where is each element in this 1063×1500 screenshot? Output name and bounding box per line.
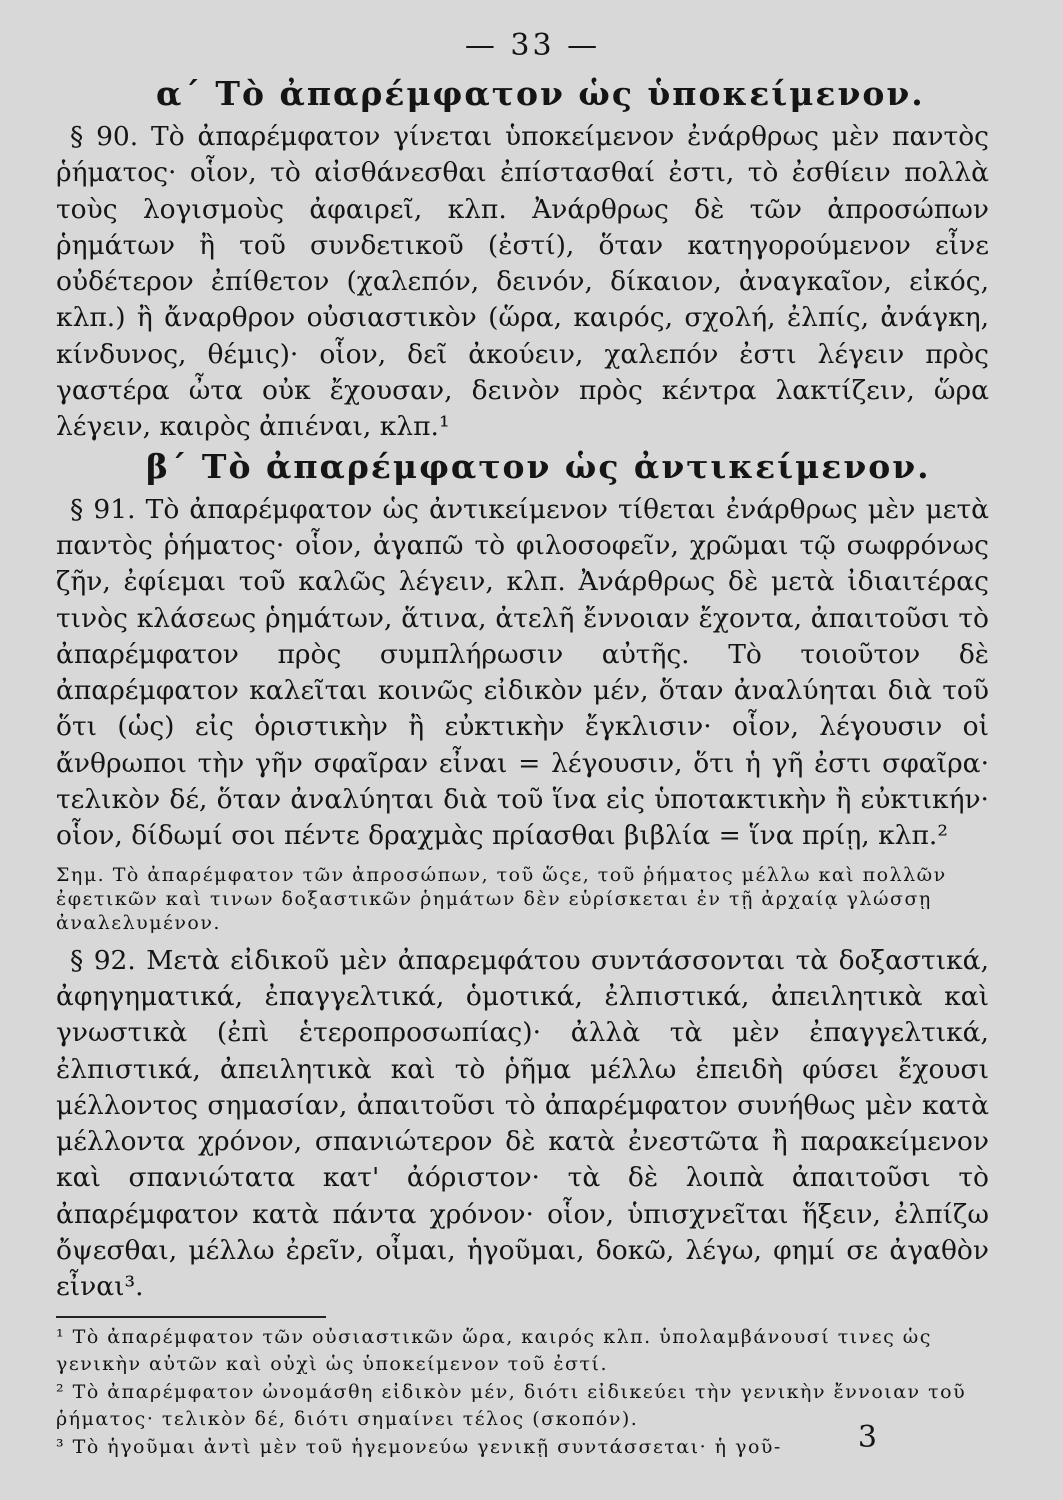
signature-mark: 3 bbox=[857, 1420, 877, 1455]
footnote-3: ³ Τὸ ἡγοῦμαι ἀντὶ μὲν τοῦ ἡγεμονεύω γενικῇ συντάσσεται· ἡ γοῦ- bbox=[56, 1435, 782, 1458]
page-number: — 33 — bbox=[464, 28, 601, 63]
section-heading-object: β΄ Τὸ ἀπαρέμφατον ὡς ἀντικείμενον. bbox=[146, 446, 931, 486]
paragraph-91: § 91. Τὸ ἀπαρέμφατον ὡς ἀντικείμενον τίθεται ἐνάρθρως μὲν μετὰ παντὸς ῥήματος· οἷον, ἀγαπῶ τὸ φιλοσοφεῖν, χρῶμαι τῷ σωφρόνως ζῆν, ἐφίεμαι τοῦ καλῶς λέγειν, κλπ. Ἀνάρθρως δὲ μετὰ ἰδιαιτέρας τινὸς κλάσεως ῥημάτων, ἅτινα, ἀτελῆ ἔννοιαν ἔχοντα, ἀπαιτοῦσι τὸ ἀπαρέμφατον πρὸς συμπλήρωσιν αὐτῆς. Τὸ τοιοῦτον δὲ ἀπαρέμφατον καλεῖται κοινῶς εἰδικὸν μέν, ὅταν ἀναλύηται διὰ τοῦ ὅτι (ὡς) εἰς ὁριστικὴν ἢ εὐκτικὴν ἔγκλισιν· οἷον, λέγουσιν οἱ ἄνθρωποι τὴν γῆν σφαῖραν εἶναι = λέγουσιν, ὅτι ἡ γῆ ἐστι σφαῖρα· τελικὸν δέ, ὅταν ἀναλύηται διὰ τοῦ ἵνα εἰς ὑποτακτικὴν ἢ εὐκτικήν· οἷον, δίδωμί σοι πέντε δραχμὰς πρίασθαι βιβλία = ἵνα πρίῃ, κλπ.² bbox=[56, 493, 989, 852]
footnote-1: ¹ Τὸ ἀπαρέμφατον τῶν οὐσιαστικῶν ὥρα, καιρός κλπ. ὑπολαμβάνουσί τινες ὡς γενικὴν αὐτῶν καὶ οὐχὶ ὡς ὑποκείμενον τοῦ ἐστί. bbox=[56, 1325, 932, 1376]
remark-note: Σημ. Τὸ ἀπαρέμφατον τῶν ἀπροσώπων, τοῦ ὥςε, τοῦ ῥήματος μέλλω καὶ πολλῶν ἐφετικῶν καὶ τινων δοξαστικῶν ῥημάτων δὲν εὑρίσκεται ἐν τῇ ἀρχαίᾳ γλώσσῃ ἀναλελυμένον. bbox=[56, 863, 947, 934]
footnote-rule bbox=[56, 1316, 326, 1318]
paragraph-90: § 90. Τὸ ἀπαρέμφατον γίνεται ὑποκείμενον ἐνάρθρως μὲν παντὸς ῥήματος· οἷον, τὸ αἰσθάνεσθαι ἐπίστασθαί ἐστι, τὸ ἐσθίειν πολλὰ τοὺς λογισμοὺς ἀφαιρεῖ, κλπ. Ἀνάρθρως δὲ τῶν ἀπροσώπων ῥημάτων ἢ τοῦ συνδετικοῦ (ἐστί), ὅταν κατηγορούμενον εἶνε οὐδέτερον ἐπίθετον (χαλεπόν, δεινόν, δίκαιον, ἀναγκαῖον, εἰκός, κλπ.) ἢ ἄναρθρον οὐσιαστικὸν (ὥρα, καιρός, σχολή, ἐλπίς, ἀνάγκη, κίνδυνος, θέμις)· οἷον, δεῖ ἀκούειν, χαλεπόν ἐστι λέγειν πρὸς γαστέρα ὦτα οὐκ ἔχουσαν, δεινὸν πρὸς κέντρα λακτίζειν, ὥρα λέγειν, καιρὸς ἀπιέναι, κλπ.¹ bbox=[56, 121, 989, 443]
paragraph-92: § 92. Μετὰ εἰδικοῦ μὲν ἀπαρεμφάτου συντάσσονται τὰ δοξαστικά, ἀφηγηματικά, ἐπαγγελτικά, ὁμοτικά, ἐλπιστικά, ἀπειλητικὰ καὶ γνωστικὰ (ἐπὶ ἑτεροπροσωπίας)· ἀλλὰ τὰ μὲν ἐπαγγελτικά, ἐλπιστικά, ἀπειλητικὰ καὶ τὸ ῥῆμα μέλλω ἐπειδὴ φύσει ἔχουσι μέλλοντος σημασίαν, ἀπαιτοῦσι τὸ ἀπαρέμφατον συνήθως μὲν κατὰ μέλλοντα χρόνον, σπανιώτερον δὲ κατὰ ἐνεστῶτα ἢ παρακείμενον καὶ σπανιώτατα κατ' ἀόριστον· τὰ δὲ λοιπὰ ἀπαιτοῦσι τὸ ἀπαρέμφατον κατὰ πάντα χρόνον· οἷον, ὑπισχνεῖται ἥξειν, ἐλπίζω ὄψεσθαι, μέλλω ἐρεῖν, οἶμαι, ἡγοῦμαι, δοκῶ, λέγω, φημί σε ἀγαθὸν εἶναι³. bbox=[56, 944, 989, 1303]
section-heading-subject: α΄ Τὸ ἀπαρέμφατον ὡς ὑποκείμενον. bbox=[156, 74, 925, 113]
footnote-2: ² Τὸ ἀπαρέμφατον ὠνομάσθη εἰδικὸν μέν, διότι εἰδικεύει τὴν γενικὴν ἔννοιαν τοῦ ῥήματος· τελικὸν δέ, διότι σημαίνει τέλος (σκοπόν). bbox=[56, 1380, 967, 1431]
